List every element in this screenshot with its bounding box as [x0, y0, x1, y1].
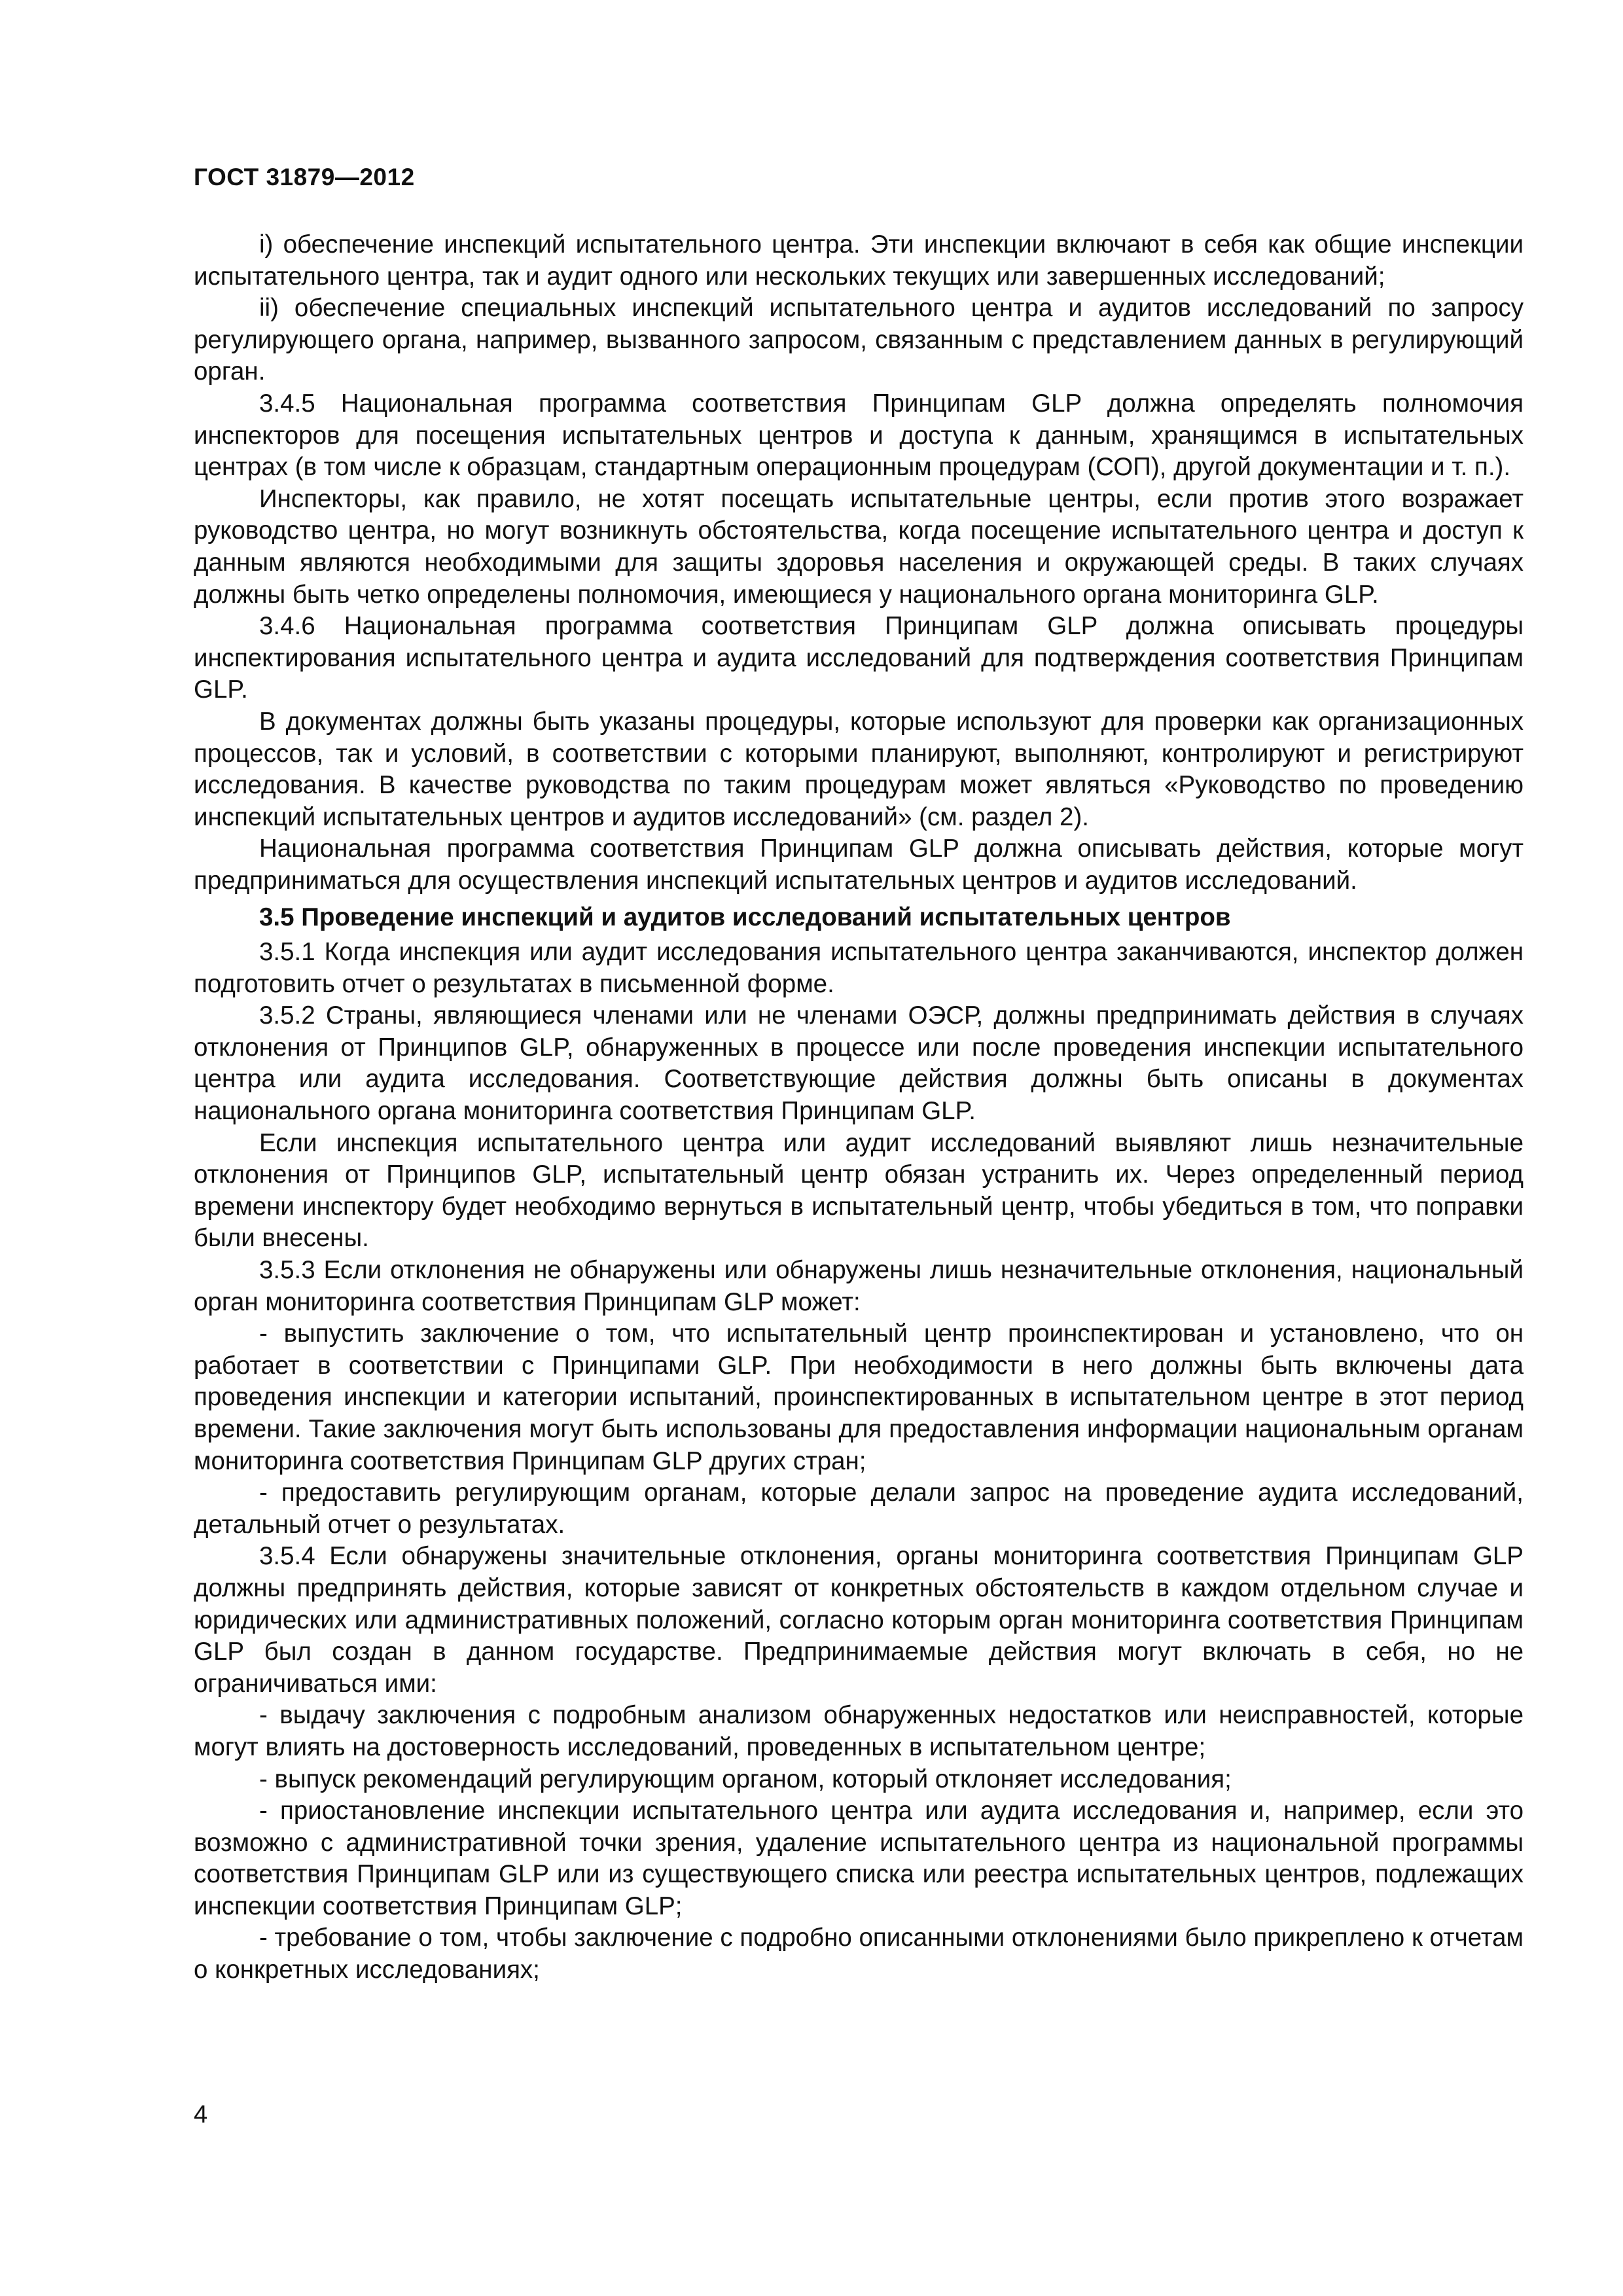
paragraph: Если инспекция испытательного центра или аудит исследований выявляют лишь незначительные отклонения от Принципов GLP, испытательный центр обязан устранить их. Через определенный период времени инспектору будет необходимо вернуться в испытательный центр, чтобы убедиться в том, что поправки были внесены.	[194, 1128, 1524, 1253]
section-heading: 3.5 Проведение инспекций и аудитов исследований испытательных центров	[259, 903, 1231, 932]
paragraph: 3.4.5 Национальная программа соответствия Принципам GLP должна определять полномочия инспекторов для посещения испытательных центров и доступа к данным, хранящимся в испытательных центрах (в том числе к образцам, стандартным операционным процедурам (СОП), другой документации и т. п.).	[194, 389, 1524, 482]
paragraph: Национальная программа соответствия Принципам GLP должна описывать действия, которые могут предприниматься для осуществления инспекций испытательных центров и аудитов исследований.	[194, 834, 1524, 895]
paragraph: ii) обеспечение специальных инспекций испытательного центра и аудитов исследований по запросу регулирующего органа, например, вызванного запросом, связанным с представлением данных в регулирующий орган.	[194, 294, 1524, 386]
list-item: - выпуск рекомендаций регулирующим органом, который отклоняет исследования;	[259, 1765, 1232, 1793]
paragraph: 3.5.3 Если отклонения не обнаружены или обнаружены лишь незначительные отклонения, национальный орган мониторинга соответствия Принципам GLP может:	[194, 1256, 1524, 1316]
list-item: - выдачу заключения с подробным анализом обнаруженных недостатков или неисправностей, которые могут влиять на достоверность исследований, проведенных в испытательном центре;	[194, 1701, 1524, 1761]
paragraph: В документах должны быть указаны процедуры, которые используют для проверки как организационных процессов, так и условий, в соответствии с которыми планируют, выполняют, контролируют и регистрируют исследования. В качестве руководства по таким процедурам может являться «Руководство по проведению инспекций испытательных центров и аудитов исследований» (см. раздел 2).	[194, 707, 1524, 831]
paragraph: i) обеспечение инспекций испытательного центра. Эти инспекции включают в себя как общие инспекции испытательного центра, так и аудит одного или нескольких текущих или завершенных исследований;	[194, 230, 1524, 291]
paragraph: 3.5.2 Страны, являющиеся членами или не членами ОЭСР, должны предпринимать действия в случаях отклонения от Принципов GLP, обнаруженных в процессе или после проведения инспекции испытательного центра или аудита исследования. Соответствующие действия должны быть описаны в документах национального органа мониторинга соответствия Принципам GLP.	[194, 1001, 1524, 1126]
page-number: 4	[194, 2101, 208, 2128]
paragraph: Инспекторы, как правило, не хотят посещать испытательные центры, если против этого возражает руководство центра, но могут возникнуть обстоятельства, когда посещение испытательного центра и доступ к данным являются необходимыми для защиты здоровья населения и окружающей среды. В таких случаях должны быть четко определены полномочия, имеющиеся у национального органа мониторинга GLP.	[194, 484, 1524, 609]
paragraph: 3.5.4 Если обнаружены значительные отклонения, органы мониторинга соответствия Принципам GLP должны предпринять действия, которые зависят от конкретных обстоятельств в каждом отдельном случае и юридических или административных положений, согласно которым орган мониторинга соответствия Принципам GLP был создан в данном государстве. Предпринимаемые действия могут включать в себя, но не ограничиваться ими:	[194, 1542, 1524, 1698]
list-item: - требование о том, чтобы заключение с подробно описанными отклонениями было прикреплено к отчетам о конкретных исследованиях;	[194, 1924, 1524, 1984]
paragraph: 3.5.1 Когда инспекция или аудит исследования испытательного центра заканчиваются, инспектор должен подготовить отчет о результатах в письменной форме.	[194, 938, 1524, 998]
paragraph: 3.4.6 Национальная программа соответствия Принципам GLP должна описывать процедуры инспектирования испытательного центра и аудита исследований для подтверждения соответствия Принципам GLP.	[194, 612, 1524, 704]
list-item: - предоставить регулирующим органам, которые делали запрос на проведение аудита исследований, детальный отчет о результатах.	[194, 1479, 1524, 1539]
list-item: - выпустить заключение о том, что испытательный центр проинспектирован и установлено, что он работает в соответствии с Принципами GLP. При необходимости в него должны быть включены дата проведения инспекции и категории испытаний, проинспектированных в испытательном центре в этот период времени. Такие заключения могут быть использованы для предоставления информации национальным органам мониторинга соответствия Принципам GLP других стран;	[194, 1319, 1524, 1475]
list-item: - приостановление инспекции испытательного центра или аудита исследования и, например, если это возможно с административной точки зрения, удаление испытательного центра из национальной программы соответствия Принципам GLP или из существующего списка или реестра испытательных центров, подлежащих инспекции соответствия Принципам GLP;	[194, 1797, 1524, 1920]
document-body	[194, 229, 1524, 1986]
standard-header: ГОСТ 31879—2012	[194, 164, 415, 190]
